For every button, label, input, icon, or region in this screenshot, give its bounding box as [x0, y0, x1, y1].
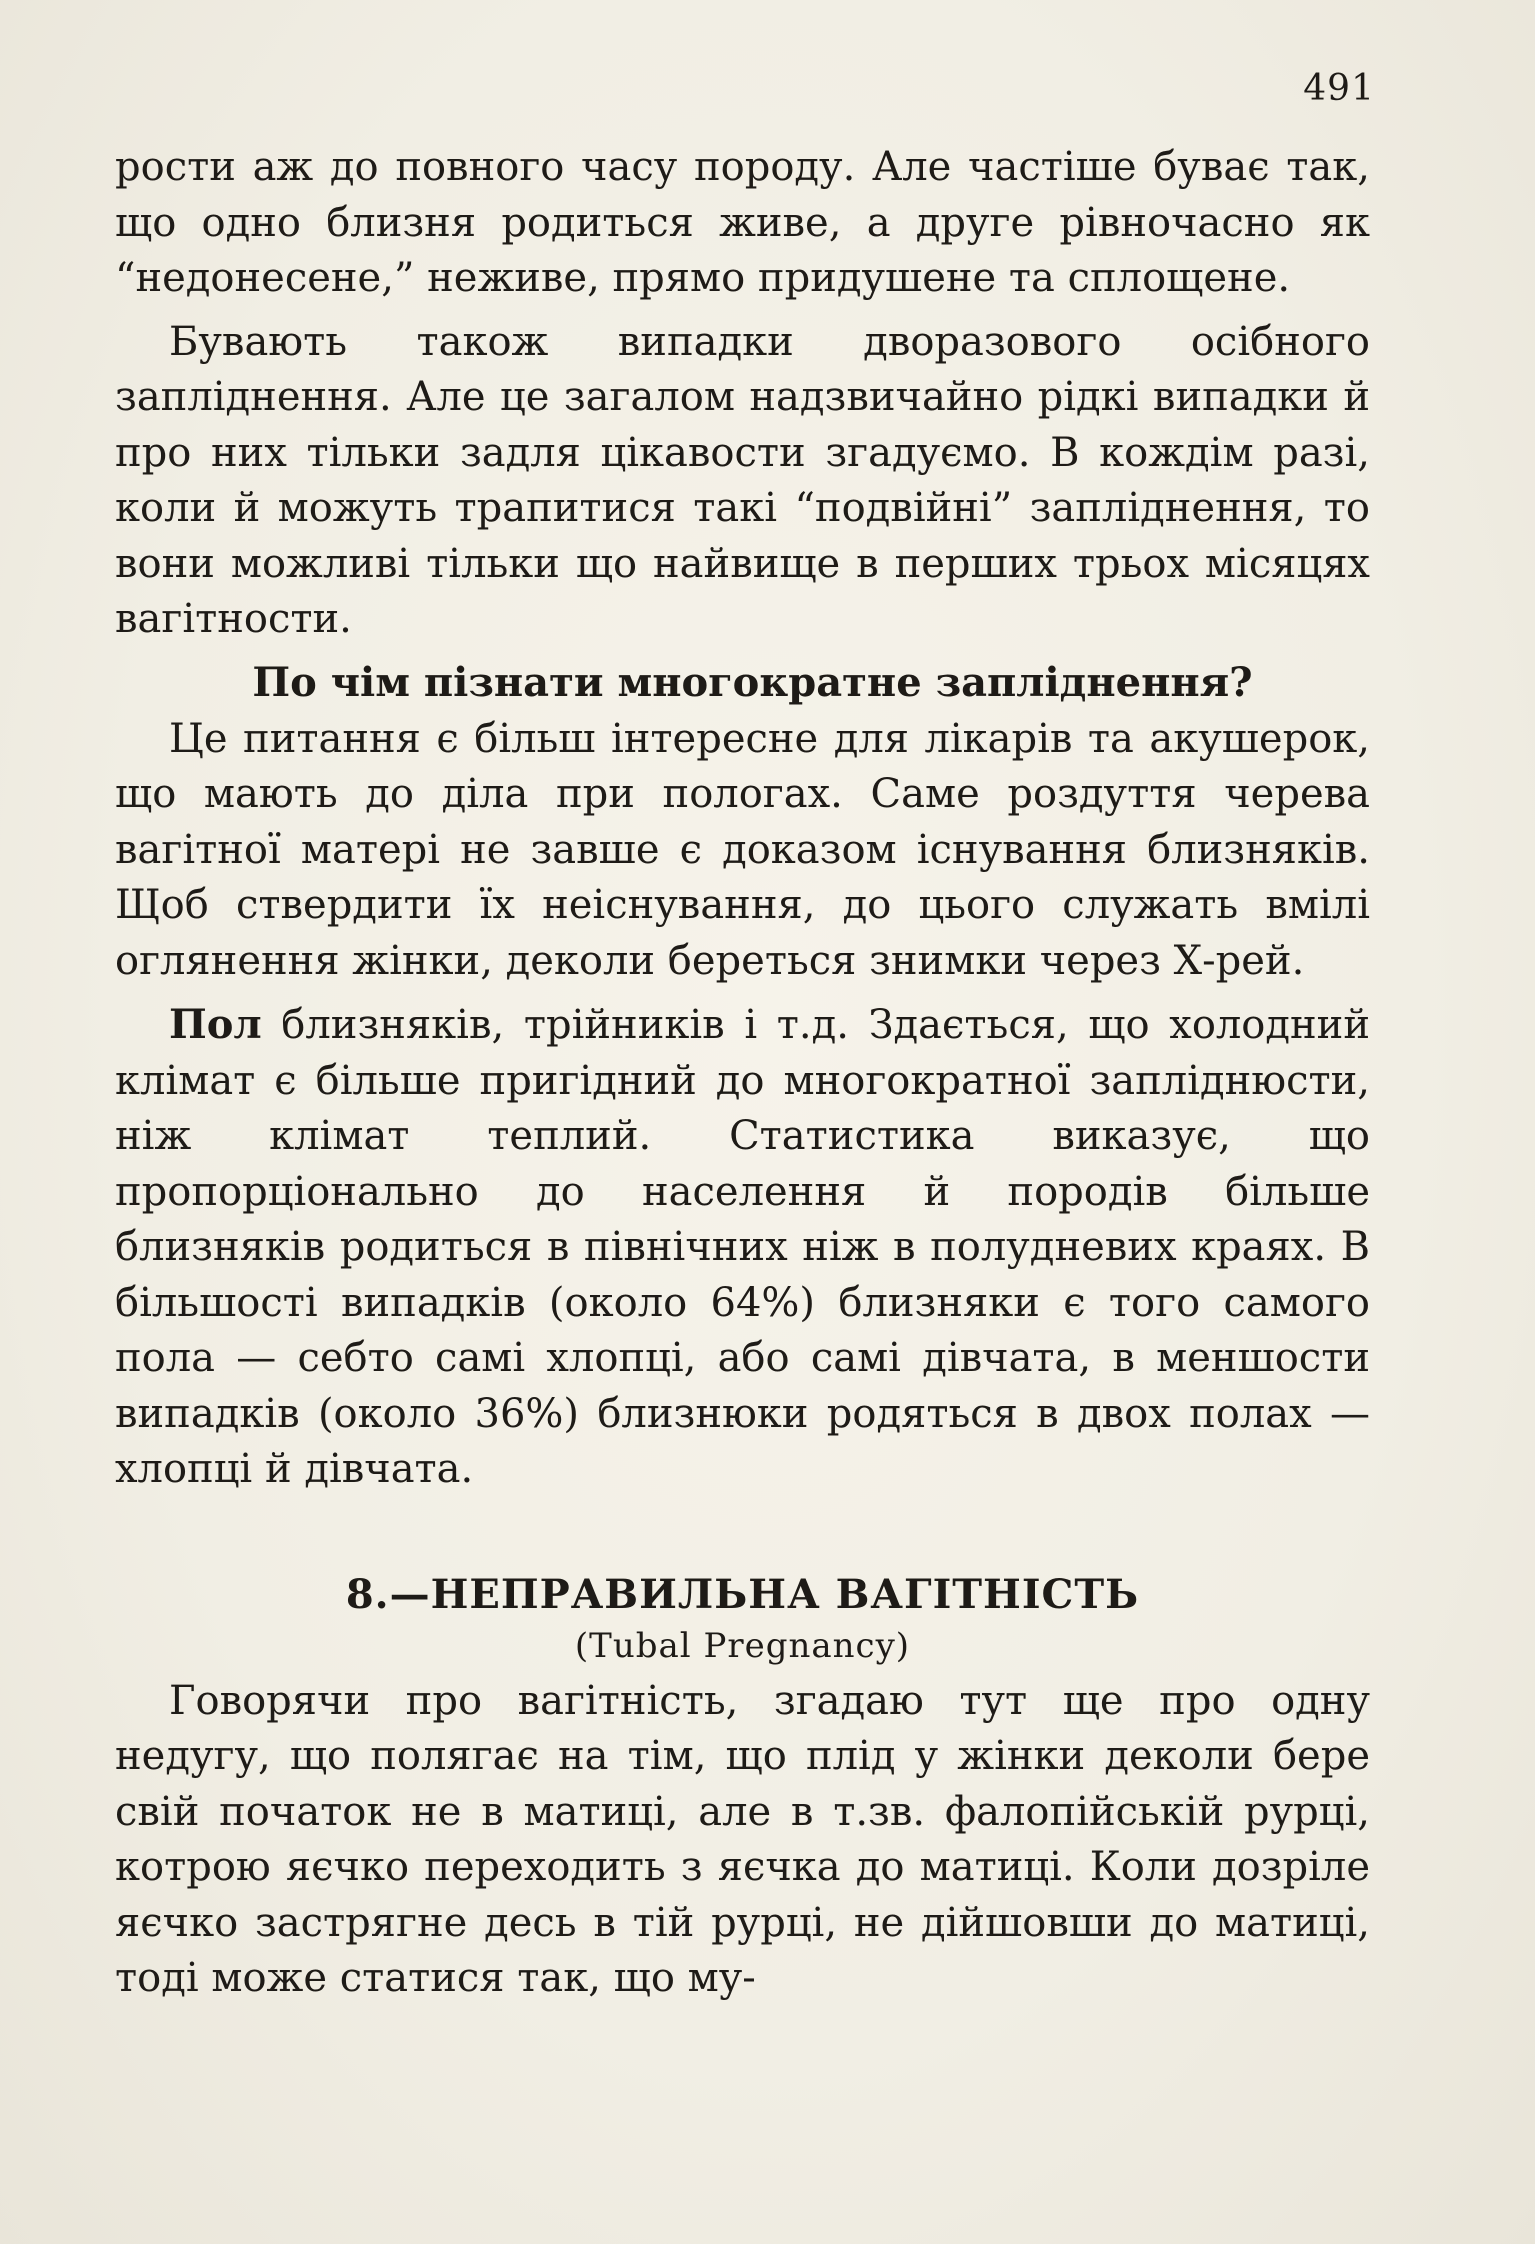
- section-subheading: По чім пізнати многократне запліднення?: [252, 658, 1253, 706]
- runin-heading: Пол: [169, 1001, 262, 1048]
- paragraph-tubal-pregnancy: Говорячи про вагітність, згадаю тут ще про одну недугу, що полягає на тім, що плід у жінки деколи бере свій початок не в матиці, але в т.зв. фалопійській рурці, котрою яєчко переходить з яєчка до матиці. Коли дозріле яєчко застрягне десь в тій рурці, не дійшовши до матиці, тоді може статися так, що му-: [115, 1677, 1370, 2001]
- paragraph-recognition: Це питання є більш інтересне для лікарів та акушерок, що мають до діла при пологах. Саме роздуття черева вагітної матері не завше є доказом існування близняків. Щоб ствердити їх неіснування, до цього служать вмілі оглянення жінки, деколи береться знимки через Х-рей.: [115, 715, 1370, 984]
- paragraph-continuation: рости аж до повного часу породу. Але частіше буває так, що одно близня родиться живе, а друге рівночасно як “недонесене,” неживе, прямо придушене та сплощене.: [115, 144, 1370, 301]
- chapter-subtitle: (Tubal Pregnancy): [574, 1625, 911, 1666]
- page-number: 491: [1303, 68, 1375, 109]
- page-content: [115, 140, 1370, 2015]
- paragraph-double-fertilization: Бувають також випадки дворазового осібного запліднення. Але це загалом надзвичайно рідкі випадки й про них тільки задля цікавости згадуємо. В кождім разі, коли й можуть трапитися такі “подвійні” запліднення, то вони можливі тільки що найвище в перших трьох місяцях вагітности.: [115, 318, 1370, 642]
- paragraph-twins-sex: [115, 997, 1370, 1498]
- paragraph-twins-sex-text: близняків, трійників і т.д. Здається, що холодний клімат є більше пригідний до многократної запліднюсти, ніж клімат теплий. Статистика виказує, що пропорціонально до населення й породів більше близняків родиться в північних ніж в полудневих краях. В більшості випадків (около 64%) близняки є того самого пола — себто самі хлопці, або самі дівчата, в меншости випадків (около 36%) близнюки родяться в двох полах — хлопці й дівчата.: [115, 1002, 1370, 1492]
- chapter-title: 8.—НЕПРАВИЛЬНА ВАГІТНІСТЬ: [345, 1570, 1140, 1618]
